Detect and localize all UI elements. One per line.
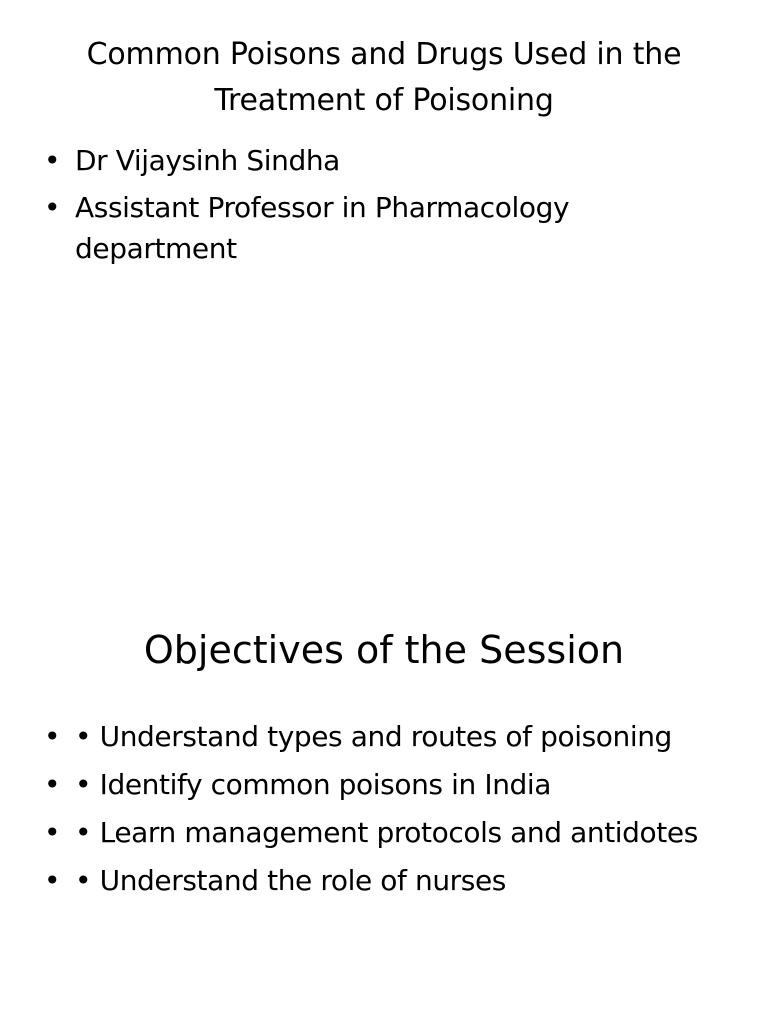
bullet-icon: • bbox=[44, 864, 61, 897]
bullet-icon: • bbox=[44, 144, 61, 177]
list-item bbox=[44, 187, 734, 269]
list-item-text: • Identify common poisons in India bbox=[75, 768, 552, 801]
slide-title: Objectives of the Session bbox=[143, 628, 625, 672]
bullet-list bbox=[44, 716, 734, 908]
bullet-icon: • bbox=[44, 768, 61, 801]
list-item bbox=[44, 812, 734, 854]
list-item-text: • Learn management protocols and antidotes bbox=[75, 816, 698, 849]
list-item-text: Dr Vijaysinh Sindha bbox=[75, 144, 340, 177]
bullet-list bbox=[44, 140, 734, 275]
list-item bbox=[44, 764, 734, 806]
list-item-text: • Understand types and routes of poisoning bbox=[75, 720, 672, 753]
list-item-text: Assistant Professor in Pharmacology department bbox=[75, 191, 570, 265]
list-item-text: • Understand the role of nurses bbox=[75, 864, 506, 897]
bullet-icon: • bbox=[44, 720, 61, 753]
slide-2 bbox=[0, 512, 768, 1024]
list-item bbox=[44, 140, 734, 181]
slide-title: Common Poisons and Drugs Used in the Treatment of Poisoning bbox=[86, 37, 682, 118]
list-item bbox=[44, 860, 734, 902]
bullet-icon: • bbox=[44, 816, 61, 849]
bullet-icon: • bbox=[44, 191, 61, 224]
list-item bbox=[44, 716, 734, 758]
